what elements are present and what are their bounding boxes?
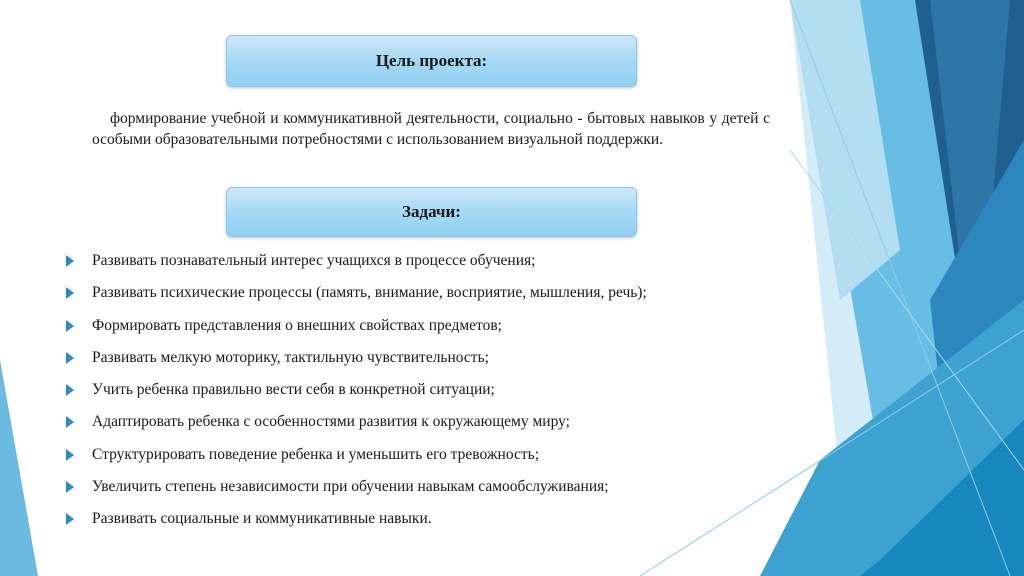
task-text: Развивать социальные и коммуникативные навыки.: [92, 510, 432, 528]
triangle-bullet-icon: [66, 449, 74, 461]
list-item: [62, 506, 647, 538]
list-item: [62, 280, 647, 312]
list-item: [62, 377, 647, 409]
triangle-bullet-icon: [66, 384, 74, 396]
task-text: Увеличить степень независимости при обучении навыкам самообслуживания;: [92, 478, 609, 496]
tasks-title: Задачи:: [402, 202, 461, 221]
triangle-bullet-icon: [66, 287, 74, 299]
list-item: [62, 248, 647, 280]
goal-title-banner: [226, 35, 637, 87]
task-text: Развивать познавательный интерес учащихся в процессе обучения;: [92, 252, 536, 269]
list-item: [62, 313, 647, 345]
task-text: Формировать представления о внешних свойствах предметов;: [92, 316, 502, 334]
triangle-bullet-icon: [66, 513, 74, 525]
tasks-title-banner: [226, 187, 637, 237]
task-text: Развивать психические процессы (память, внимание, восприятие, мышления, речь);: [92, 284, 647, 302]
list-item: [62, 409, 647, 441]
list-item: [62, 442, 647, 474]
task-text: Структурировать поведение ребенка и уменьшить его тревожность;: [92, 445, 540, 463]
triangle-bullet-icon: [66, 352, 74, 364]
goal-text: формирование учебной и коммуникативной деятельности, социально - бытовых навыков у детей с особыми образовательными потребностями с использованием визуальной поддержки.: [92, 110, 770, 148]
task-text: Развивать мелкую моторику, тактильную чувствительность;: [92, 348, 489, 366]
tasks-list: [62, 248, 647, 539]
triangle-bullet-icon: [66, 320, 74, 332]
triangle-bullet-icon: [66, 481, 74, 493]
task-text: Адаптировать ребенка с особенностями развития к окружающему миру;: [92, 413, 570, 431]
triangle-bullet-icon: [66, 416, 74, 428]
task-text: Учить ребенка правильно вести себя в конкретной ситуации;: [92, 381, 495, 399]
triangle-bullet-icon: [66, 255, 74, 267]
list-item: [62, 345, 647, 377]
left-corner-shape: [0, 360, 38, 576]
list-item: [62, 474, 647, 506]
goal-title: Цель проекта:: [375, 51, 488, 70]
